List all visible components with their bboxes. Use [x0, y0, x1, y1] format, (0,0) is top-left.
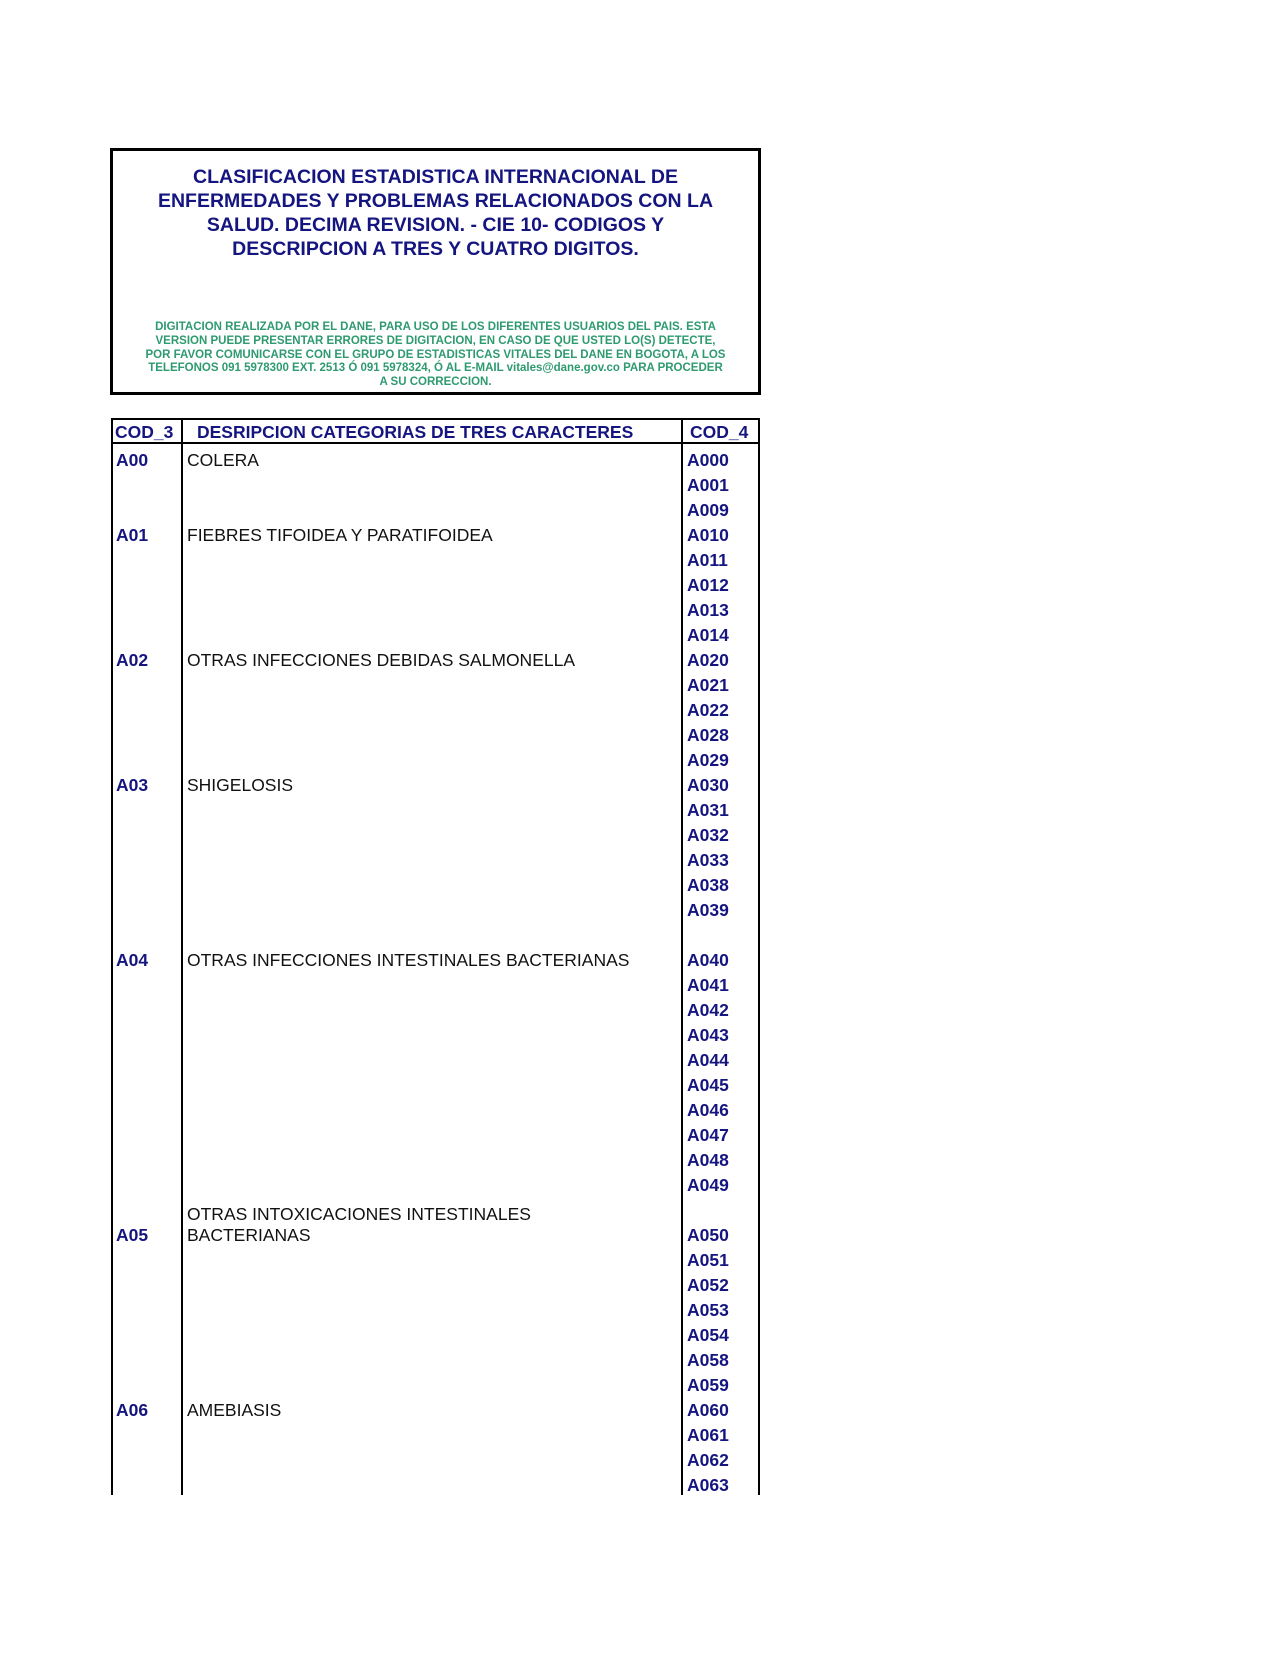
- cod3-cell: A00: [116, 450, 149, 470]
- cod4-cell: A053: [687, 1300, 729, 1320]
- note-line: POR FAVOR COMUNICARSE CON EL GRUPO DE ESTADISTICAS VITALES DEL DANE EN BOGOTA, A LOS: [145, 348, 726, 361]
- document-title: [121, 165, 750, 261]
- description-cell: OTRAS INFECCIONES DEBIDAS SALMONELLA: [187, 650, 576, 670]
- note-line: A SU CORRECCION.: [379, 376, 492, 389]
- cod4-cell: A050: [687, 1225, 729, 1245]
- digitization-note: [117, 321, 754, 390]
- title-line: CLASIFICACION ESTADISTICA INTERNACIONAL DE: [193, 166, 678, 188]
- cod4-cell: A048: [687, 1150, 729, 1170]
- cod4-cell: A009: [687, 500, 729, 520]
- cod4-cell: A032: [687, 825, 729, 845]
- cod4-cell: A063: [687, 1475, 729, 1495]
- cod3-cell: A06: [116, 1400, 149, 1420]
- cod4-cell: A031: [687, 800, 729, 820]
- description-cell: BACTERIANAS: [187, 1225, 311, 1245]
- description-cell: OTRAS INTOXICACIONES INTESTINALES: [187, 1204, 531, 1224]
- header-box: [110, 148, 761, 395]
- cod4-cell: A001: [687, 475, 729, 495]
- cod4-cell: A029: [687, 750, 729, 770]
- cod4-cell: A040: [687, 950, 729, 970]
- note-line: TELEFONOS 091 5978300 EXT. 2513 Ó 091 5978324, Ó AL E-MAIL vitales@dane.gov.co PARA PROCEDER: [148, 362, 723, 375]
- cod4-cell: A038: [687, 875, 729, 895]
- description-cell: OTRAS INFECCIONES INTESTINALES BACTERIANAS: [187, 950, 630, 970]
- cod4-cell: A012: [687, 575, 729, 595]
- title-line: ENFERMEDADES Y PROBLEMAS RELACIONADOS CON LA: [157, 190, 714, 212]
- title-line: DESCRIPCION A TRES Y CUATRO DIGITOS.: [232, 238, 639, 260]
- description-cell: FIEBRES TIFOIDEA Y PARATIFOIDEA: [187, 525, 493, 545]
- cod4-cell: A047: [687, 1125, 729, 1145]
- cod4-cell: A060: [687, 1400, 729, 1420]
- cod4-cell: A014: [687, 625, 729, 645]
- cod4-cell: A051: [687, 1250, 729, 1270]
- cod3-cell: A04: [116, 950, 149, 970]
- cod4-cell: A059: [687, 1375, 729, 1395]
- cod4-cell: A028: [687, 725, 729, 745]
- cod4-cell: A052: [687, 1275, 729, 1295]
- cod3-cell: A02: [116, 650, 149, 670]
- note-line: VERSION PUEDE PRESENTAR ERRORES DE DIGITACION, EN CASO DE QUE USTED LO(S) DETECTE,: [155, 334, 716, 347]
- cod4-cell: A039: [687, 900, 729, 920]
- cod4-cell: A041: [687, 975, 729, 995]
- column-header-cod3: COD_3: [115, 422, 174, 442]
- cod4-cell: A061: [687, 1425, 729, 1445]
- cod4-cell: A044: [687, 1050, 729, 1070]
- cod4-cell: A020: [687, 650, 729, 670]
- cod4-cell: A058: [687, 1350, 729, 1370]
- title-line: SALUD. DECIMA REVISION. - CIE 10- CODIGOS Y: [206, 214, 665, 236]
- cod4-cell: A030: [687, 775, 729, 795]
- cod4-cell: A049: [687, 1175, 729, 1195]
- code-table: [111, 418, 760, 1495]
- description-cell: COLERA: [187, 450, 259, 470]
- note-line: DIGITACION REALIZADA POR EL DANE, PARA USO DE LOS DIFERENTES USUARIOS DEL PAIS. ESTA: [155, 321, 716, 333]
- cod3-cell: A05: [116, 1225, 149, 1245]
- cod4-cell: A045: [687, 1075, 729, 1095]
- cod4-cell: A010: [687, 525, 729, 545]
- cod4-cell: A033: [687, 850, 729, 870]
- cod4-cell: A013: [687, 600, 729, 620]
- cod4-cell: A000: [687, 450, 729, 470]
- cod4-cell: A022: [687, 700, 729, 720]
- table-body: [113, 420, 762, 1497]
- cod3-cell: A01: [116, 525, 149, 545]
- cod4-cell: A021: [687, 675, 729, 695]
- cod4-cell: A011: [687, 550, 728, 570]
- cod4-cell: A062: [687, 1450, 729, 1470]
- description-cell: AMEBIASIS: [187, 1400, 282, 1420]
- cod4-cell: A042: [687, 1000, 729, 1020]
- description-cell: SHIGELOSIS: [187, 775, 294, 795]
- cod4-cell: A046: [687, 1100, 729, 1120]
- cod4-cell: A054: [687, 1325, 729, 1345]
- cod3-cell: A03: [116, 775, 149, 795]
- column-header-cod4: COD_4: [690, 422, 749, 442]
- column-header-description: DESRIPCION CATEGORIAS DE TRES CARACTERES: [197, 422, 634, 442]
- cod4-cell: A043: [687, 1025, 729, 1045]
